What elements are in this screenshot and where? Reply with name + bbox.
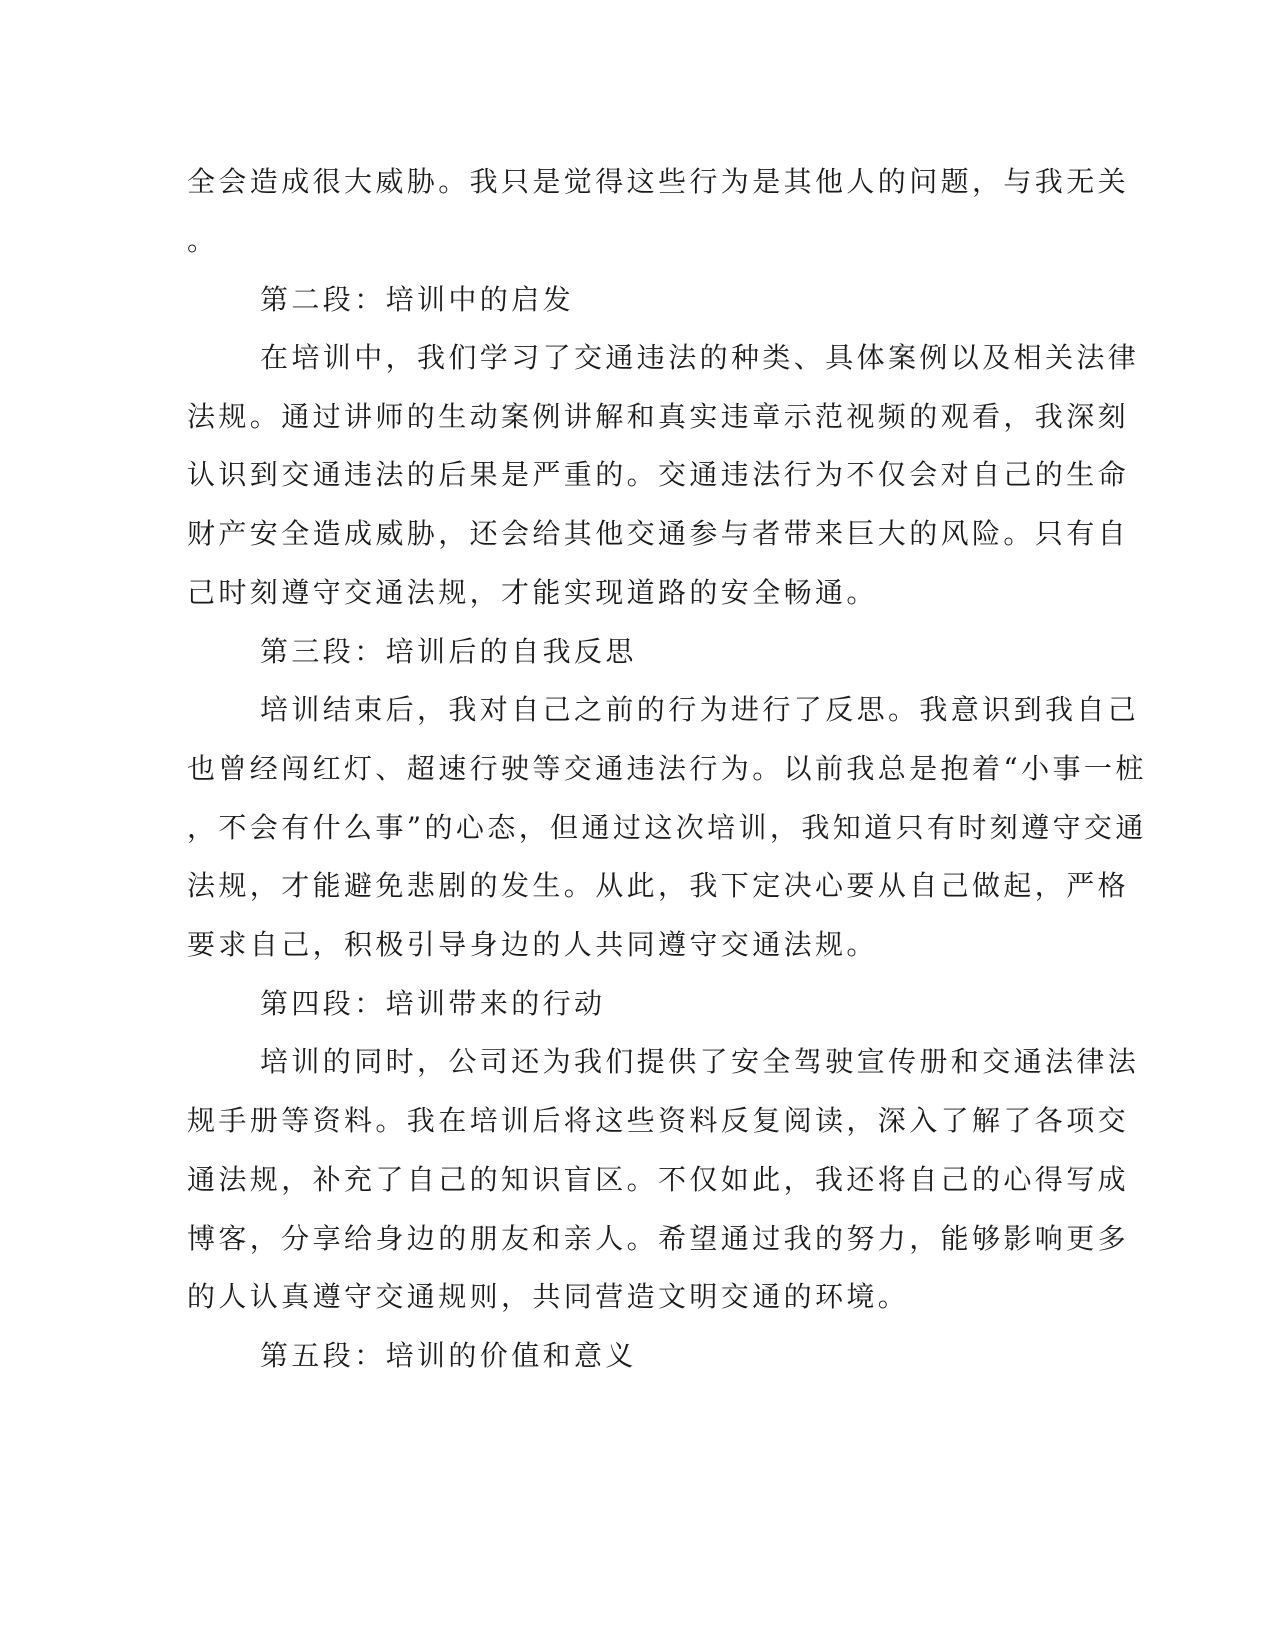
text-line: 财产安全造成威胁，还会给其他交通参与者带来巨大的风险。只有自	[187, 517, 1130, 550]
text-line: 在培训中，我们学习了交通违法的种类、具体案例以及相关法律	[260, 341, 1140, 374]
text-line: 培训结束后，我对自己之前的行为进行了反思。我意识到我自己	[260, 693, 1140, 726]
text-line: 通法规，补充了自己的知识盲区。不仅如此，我还将自己的心得写成	[187, 1163, 1130, 1196]
text-line: 法规。通过讲师的生动案例讲解和真实违章示范视频的观看，我深刻	[187, 400, 1130, 433]
text-line: ，不会有什么事”的心态，但通过这次培训，我知道只有时刻遵守交通	[187, 811, 1147, 844]
section-heading: 第三段：培训后的自我反思	[260, 635, 637, 668]
text-line: 认识到交通违法的后果是严重的。交通违法行为不仅会对自己的生命	[187, 458, 1130, 491]
text-line: 全会造成很大威胁。我只是觉得这些行为是其他人的问题，与我无关	[187, 165, 1130, 198]
section-heading: 第四段：培训带来的行动	[260, 987, 606, 1020]
text-line: 。	[187, 224, 219, 257]
section-heading: 第五段：培训的价值和意义	[260, 1339, 637, 1372]
text-line: 己时刻遵守交通法规，才能实现道路的安全畅通。	[187, 576, 878, 609]
text-line: 也曾经闯红灯、超速行驶等交通违法行为。以前我总是抱着“小事一桩	[187, 752, 1147, 785]
text-line: 博客，分享给身边的朋友和亲人。希望通过我的努力，能够影响更多	[187, 1222, 1130, 1255]
text-line: 法规，才能避免悲剧的发生。从此，我下定决心要从自己做起，严格	[187, 869, 1130, 902]
text-line: 规手册等资料。我在培训后将这些资料反复阅读，深入了解了各项交	[187, 1104, 1130, 1137]
text-line: 培训的同时，公司还为我们提供了安全驾驶宣传册和交通法律法	[260, 1045, 1140, 1078]
section-heading: 第二段：培训中的启发	[260, 283, 575, 316]
text-line: 要求自己，积极引导身边的人共同遵守交通法规。	[187, 928, 878, 961]
text-line: 的人认真遵守交通规则，共同营造文明交通的环境。	[187, 1280, 910, 1313]
